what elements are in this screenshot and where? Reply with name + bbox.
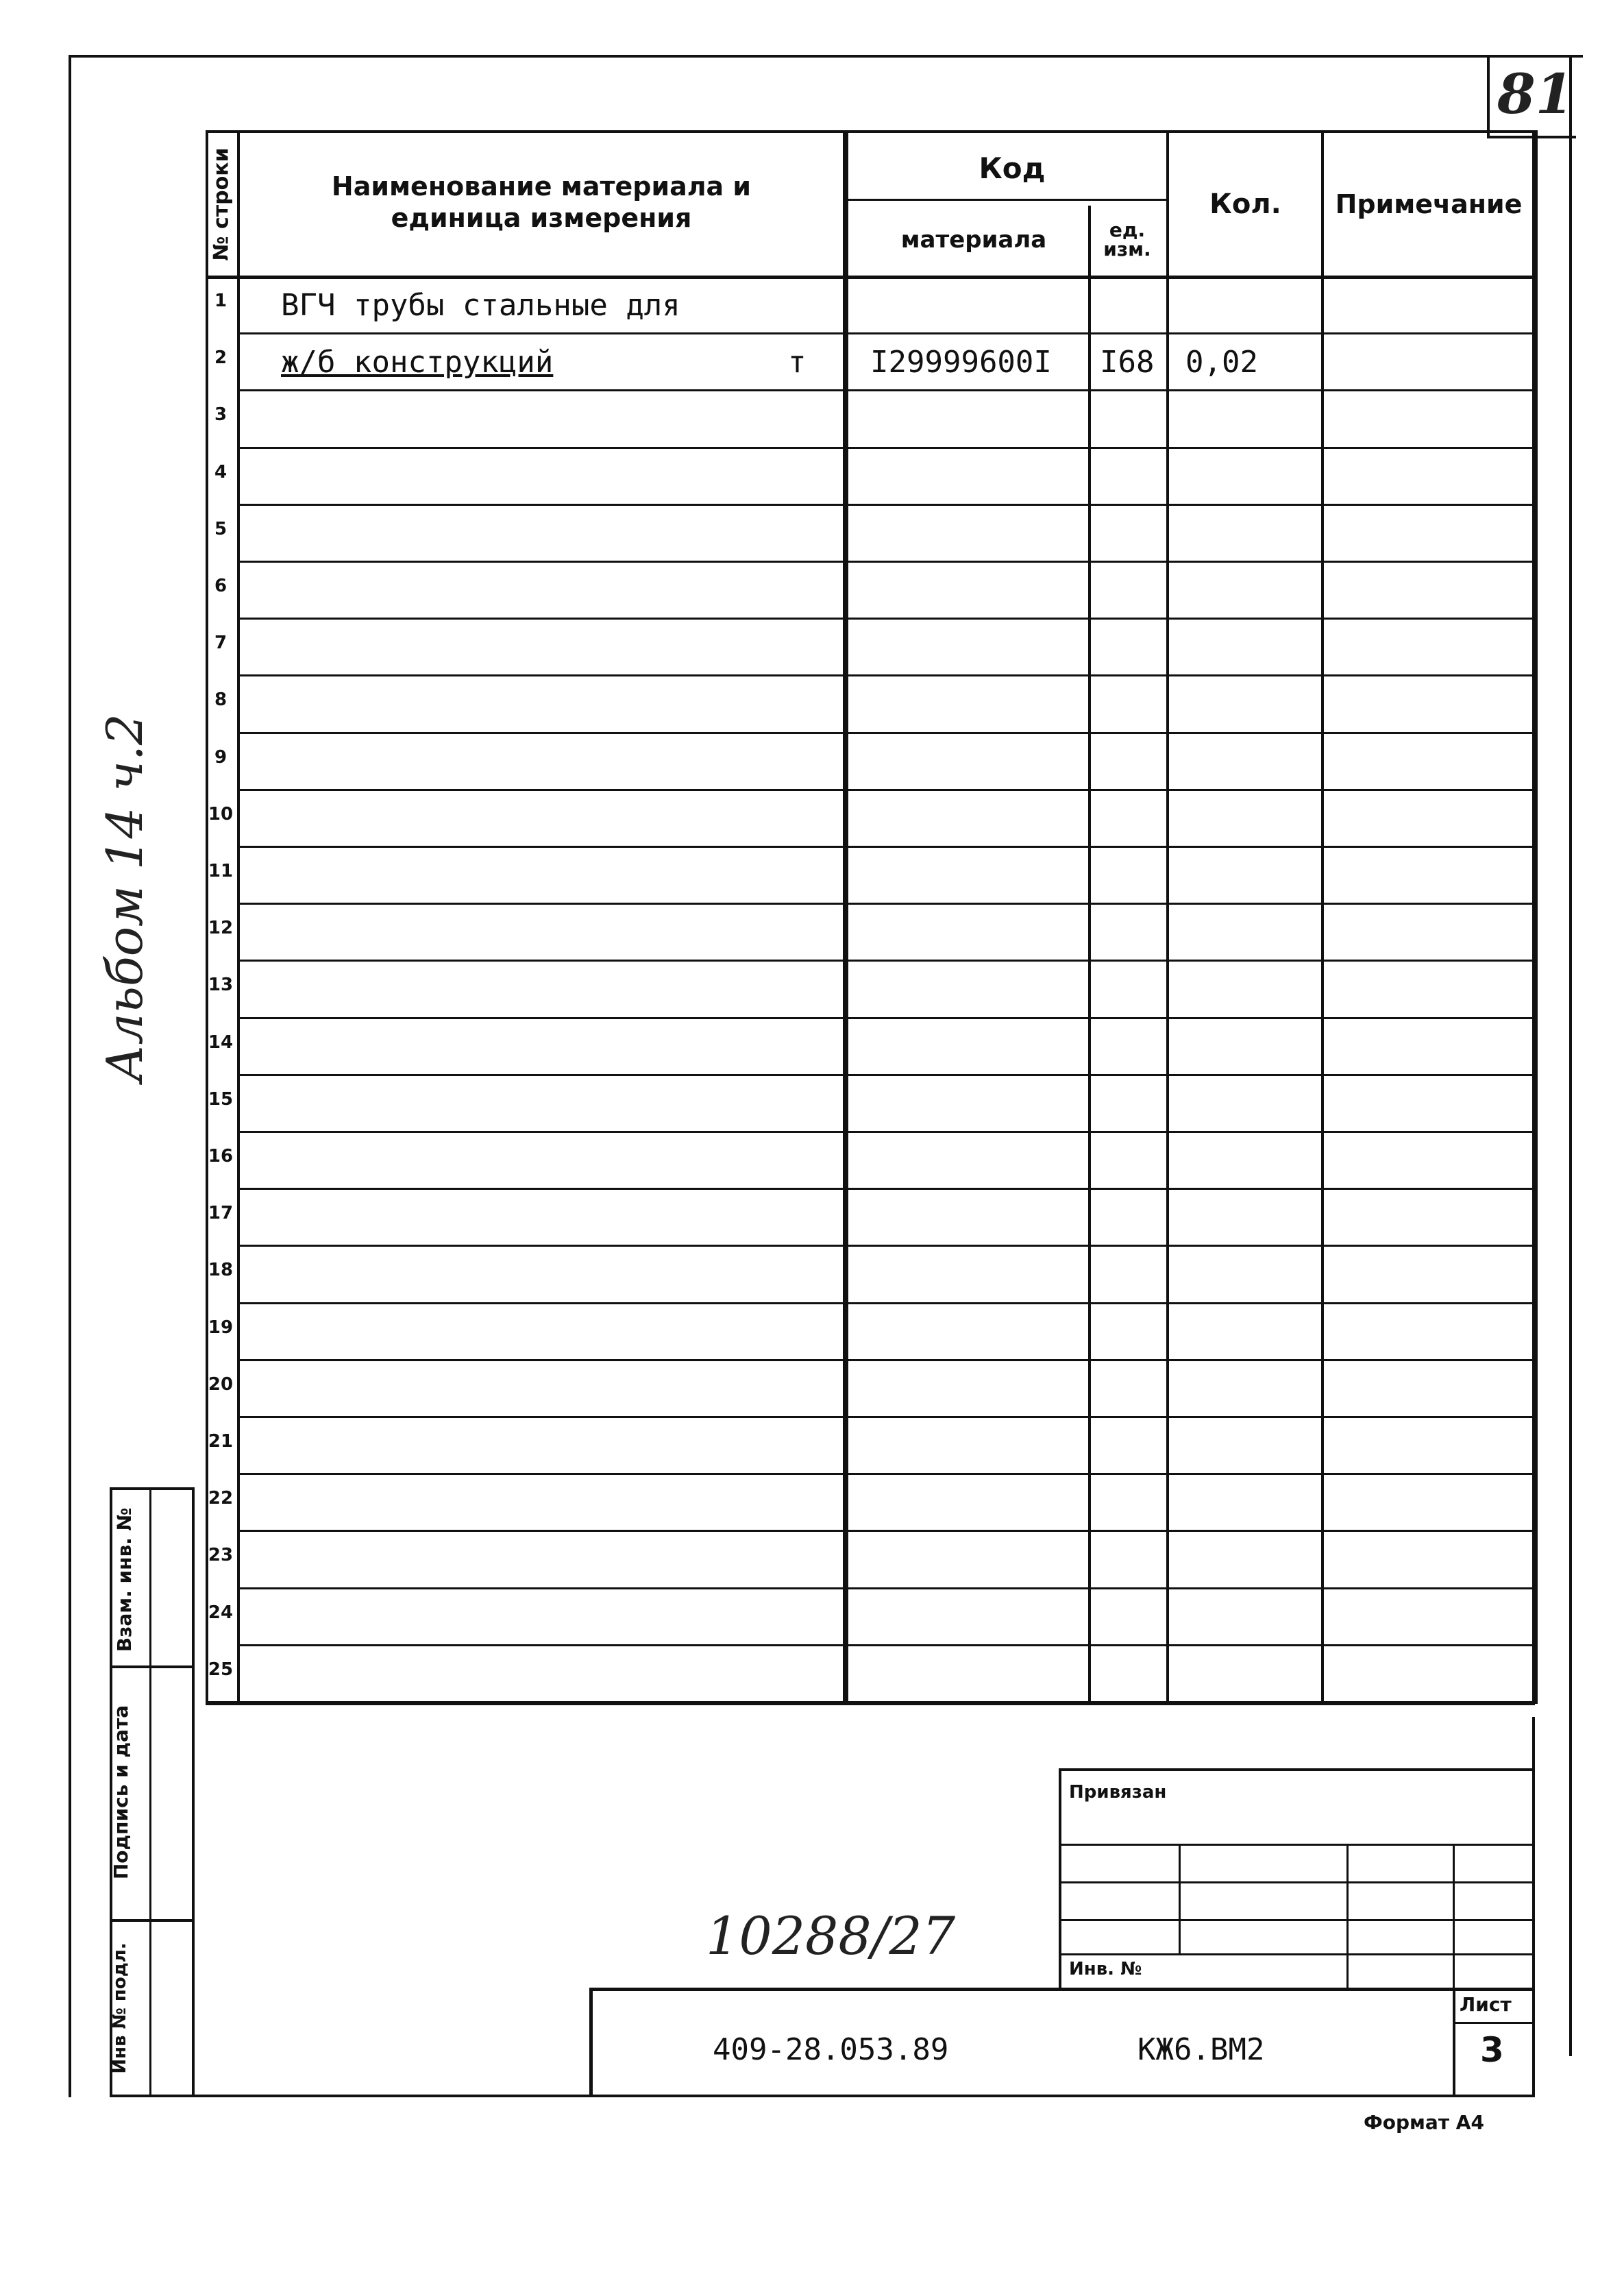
row-qty: 0,02	[1185, 345, 1258, 380]
table-top	[206, 130, 1535, 133]
doc-number: 409-28.053.89	[713, 2032, 949, 2067]
privyazan-v2	[1346, 1844, 1349, 1988]
row-line-11	[237, 903, 1532, 905]
row-line-19	[237, 1359, 1532, 1361]
side-stamp-div3	[110, 1919, 195, 1922]
row-number: 2	[214, 347, 227, 369]
row-number: 22	[208, 1488, 234, 1509]
row-number: 9	[214, 746, 227, 768]
bottom-area-right	[1532, 1717, 1535, 2097]
row-line-14	[237, 1074, 1532, 1076]
col-name-right	[843, 130, 848, 1704]
header-row-no	[206, 132, 237, 277]
row-unit: т	[788, 345, 807, 380]
row-name: ж/б конструкций	[281, 345, 554, 380]
row-number: 8	[214, 689, 227, 711]
col-note-right	[1532, 130, 1538, 1704]
row-number: 14	[208, 1032, 234, 1053]
row-line-17	[237, 1245, 1532, 1247]
col-qty-right	[1321, 130, 1324, 1704]
privyazan-v3	[1453, 1844, 1455, 1988]
header-code: Код	[979, 151, 1046, 185]
doc-code: КЖ6.ВМ2	[1137, 2032, 1265, 2067]
row-number: 20	[208, 1374, 234, 1395]
row-line-24	[237, 1644, 1532, 1646]
row-number: 5	[214, 518, 227, 539]
inv-no-label: Инв. №	[1069, 1959, 1142, 1979]
row-line-20	[237, 1416, 1532, 1418]
row-line-8	[237, 732, 1532, 734]
code-split	[843, 199, 1168, 201]
format-label: Формат А4	[1364, 2111, 1484, 2134]
row-line-7	[237, 674, 1532, 676]
row-number: 3	[214, 404, 227, 426]
privyazan-h3	[1059, 1919, 1535, 1921]
title-block-left	[589, 1988, 593, 2097]
row-line-9	[237, 789, 1532, 791]
row-number: 12	[208, 918, 234, 939]
header-row-no-label: № строки	[209, 147, 234, 261]
row-number: 21	[208, 1431, 234, 1452]
frame-right	[1569, 55, 1572, 2056]
header-note: Примечание	[1335, 189, 1523, 219]
side-stamp-div1	[110, 1487, 195, 1490]
row-number: 6	[214, 576, 227, 596]
row-number: 1	[214, 291, 227, 311]
title-block-top	[589, 1988, 1535, 1991]
bottom-area-left	[192, 1717, 195, 2097]
row-line-3	[237, 447, 1532, 449]
row-number: 17	[208, 1203, 234, 1224]
col-material-right	[1088, 206, 1091, 1704]
row-name: ВГЧ трубы стальные для	[281, 288, 680, 323]
frame-top	[69, 55, 1583, 58]
row-number: 15	[208, 1088, 234, 1110]
handwritten-number: 10288/27	[706, 1905, 956, 1966]
header-code-material: материала	[900, 226, 1047, 254]
inv-podl-label: Инв № подл.	[110, 1942, 130, 2074]
row-line-2	[237, 389, 1532, 391]
row-number: 13	[208, 975, 234, 996]
row-line-4	[237, 504, 1532, 506]
album-note: Альбом 14 ч.2	[96, 713, 153, 1082]
row-number: 16	[208, 1146, 234, 1167]
sheet-box-mid	[1453, 2022, 1535, 2024]
row-number: 25	[208, 1659, 234, 1680]
row-number: 11	[208, 861, 234, 881]
table-bottom	[206, 1701, 1535, 1705]
row-line-16	[237, 1188, 1532, 1190]
row-number: 4	[214, 461, 227, 483]
row-number: 18	[208, 1260, 234, 1281]
header-code-unit: ед. изм.	[1103, 219, 1151, 260]
row-line-1	[237, 332, 1532, 334]
privyazan-h1	[1059, 1844, 1535, 1846]
row-number: 23	[208, 1545, 234, 1566]
row-line-5	[237, 561, 1532, 563]
row-line-21	[237, 1473, 1532, 1475]
row-line-15	[237, 1131, 1532, 1133]
header-name: Наименование материала и единица измерения	[331, 171, 752, 233]
sheet-number: 3	[1480, 2030, 1504, 2070]
bottom-area-bottom	[110, 2095, 1535, 2097]
header-qty: Кол.	[1209, 188, 1281, 220]
row-unit-code: I68	[1100, 345, 1155, 380]
row-number: 7	[214, 633, 227, 654]
privyazan-top	[1059, 1768, 1535, 1771]
row-number: 19	[208, 1317, 234, 1338]
col-unit-right	[1166, 130, 1169, 1704]
side-stamp-mid	[149, 1487, 151, 2097]
privyazan-v1	[1179, 1844, 1181, 1953]
frame-left	[69, 55, 71, 2097]
row-line-12	[237, 960, 1532, 962]
vzam-label: Взам. инв. №	[113, 1507, 136, 1652]
page-number: 81	[1497, 62, 1574, 126]
row-line-6	[237, 618, 1532, 620]
sheet-box-left	[1453, 1988, 1455, 2097]
row-line-10	[237, 846, 1532, 848]
page-number-box-left	[1487, 55, 1490, 137]
row-number: 10	[208, 803, 234, 825]
row-line-18	[237, 1302, 1532, 1304]
header-bottom	[206, 276, 1535, 279]
row-line-22	[237, 1530, 1532, 1532]
privyazan-label: Привязан	[1069, 1782, 1167, 1803]
row-line-23	[237, 1587, 1532, 1589]
podpis-label: Подпись и дата	[110, 1705, 132, 1880]
row-line-13	[237, 1017, 1532, 1019]
col-rowno-right	[237, 130, 240, 1704]
privyazan-h2	[1059, 1881, 1535, 1883]
row-number: 24	[208, 1602, 234, 1623]
sheet-label: Лист	[1460, 1993, 1512, 2016]
privyazan-h4	[1059, 1953, 1535, 1955]
row-code: I29999600I	[870, 345, 1052, 380]
